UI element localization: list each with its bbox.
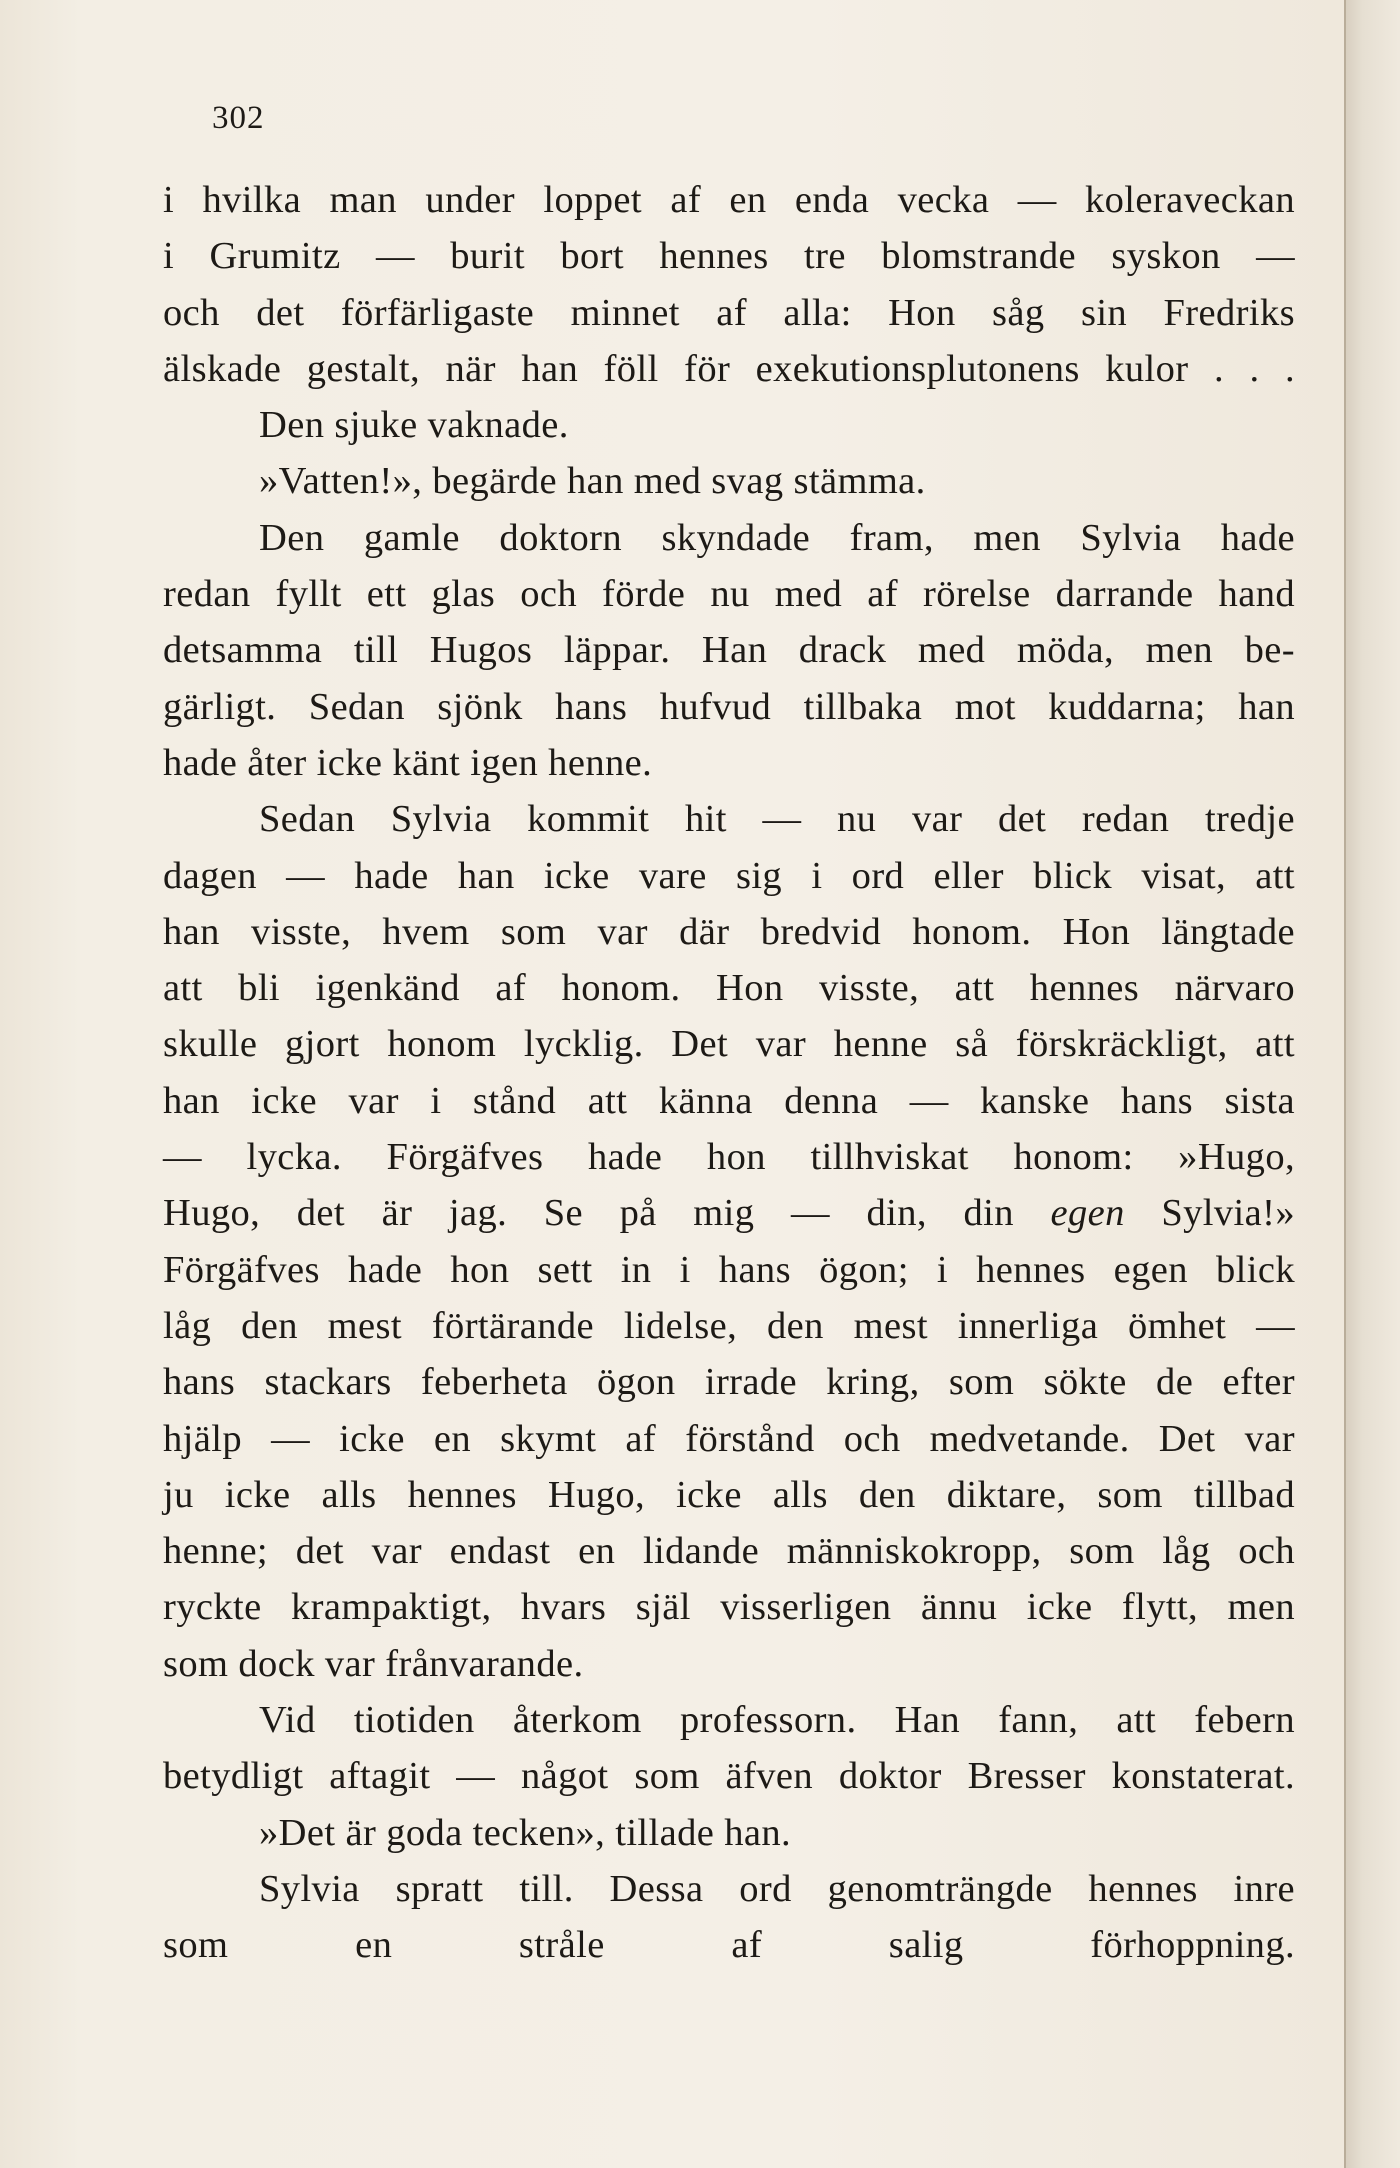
text-line: låg den mest förtärande lidelse, den mest innerliga ömhet — xyxy=(163,1304,1295,1347)
text-line: i Grumitz — burit bort hennes tre blomstrande syskon — xyxy=(163,235,1295,278)
text-line: hans stackars feberheta ögon irrade kring, som sökte de efter xyxy=(163,1361,1295,1404)
text-line: han visste, hvem som var där bredvid honom. Hon längtade xyxy=(163,910,1295,953)
emphasis: egen xyxy=(1050,1192,1125,1235)
text-line: gärligt. Sedan sjönk hans hufvud tillbaka mot kuddarna; han xyxy=(163,685,1295,728)
text-line: ryckte krampaktigt, hvars själ visserligen ännu icke flytt, men xyxy=(163,1586,1295,1629)
text-line: redan fyllt ett glas och förde nu med af rörelse darrande hand xyxy=(163,573,1295,616)
text-line: i hvilka man under loppet af en enda vecka — koleraveckan xyxy=(163,179,1295,221)
text-line: älskade gestalt, när han föll för exekutionsplutonens kulor . . . xyxy=(163,347,1295,390)
page-number: 302 xyxy=(212,100,265,136)
text-line: »Det är goda tecken», tillade han. xyxy=(259,1811,792,1854)
text-line: betydligt aftagit — något som äfven doktor Bresser konstaterat. xyxy=(163,1755,1295,1798)
text-line: Den sjuke vaknade. xyxy=(259,404,569,447)
text-line: han icke var i stånd att känna denna — kanske hans sista xyxy=(163,1079,1295,1122)
text-line: som dock var frånvarande. xyxy=(163,1642,584,1685)
text-line: hade åter icke känt igen henne. xyxy=(163,741,653,784)
text-line: Sedan Sylvia kommit hit — nu var det redan tredje xyxy=(259,798,1295,841)
page-edge xyxy=(1344,0,1400,2168)
text-line: skulle gjort honom lycklig. Det var henne så förskräckligt, att xyxy=(163,1023,1295,1066)
text-line: — lycka. Förgäfves hade hon tillhviskat honom: »Hugo, xyxy=(163,1136,1295,1179)
text-line: och det förfärligaste minnet af alla: Hon såg sin Fredriks xyxy=(163,291,1295,334)
text-line: henne; det var endast en lidande människokropp, som låg och xyxy=(163,1530,1295,1573)
text-line: detsamma till Hugos läppar. Han drack med möda, men be- xyxy=(163,629,1295,672)
text-line: som en stråle af salig förhoppning. xyxy=(163,1924,1295,1967)
text-line: dagen — hade han icke vare sig i ord eller blick visat, att xyxy=(163,854,1295,897)
text-line: Den gamle doktorn skyndade fram, men Sylvia hade xyxy=(259,516,1295,559)
text-line: Hugo, det är jag. Se på mig — din, din egen Sylvia!» xyxy=(163,1192,1295,1235)
text-line: Vid tiotiden återkom professorn. Han fann, att febern xyxy=(259,1699,1295,1742)
text-line: Förgäfves hade hon sett in i hans ögon; i hennes egen blick xyxy=(163,1248,1295,1291)
body-text xyxy=(163,172,1295,1974)
text-line: Sylvia spratt till. Dessa ord genomträngde hennes inre xyxy=(259,1867,1295,1910)
text-line: hjälp — icke en skymt af förstånd och medvetande. Det var xyxy=(163,1417,1295,1460)
text-line: ju icke alls hennes Hugo, icke alls den diktare, som tillbad xyxy=(163,1473,1295,1516)
text-line: att bli igenkänd af honom. Hon visste, att hennes närvaro xyxy=(163,967,1295,1010)
text-line: »Vatten!», begärde han med svag stämma. xyxy=(259,460,926,503)
